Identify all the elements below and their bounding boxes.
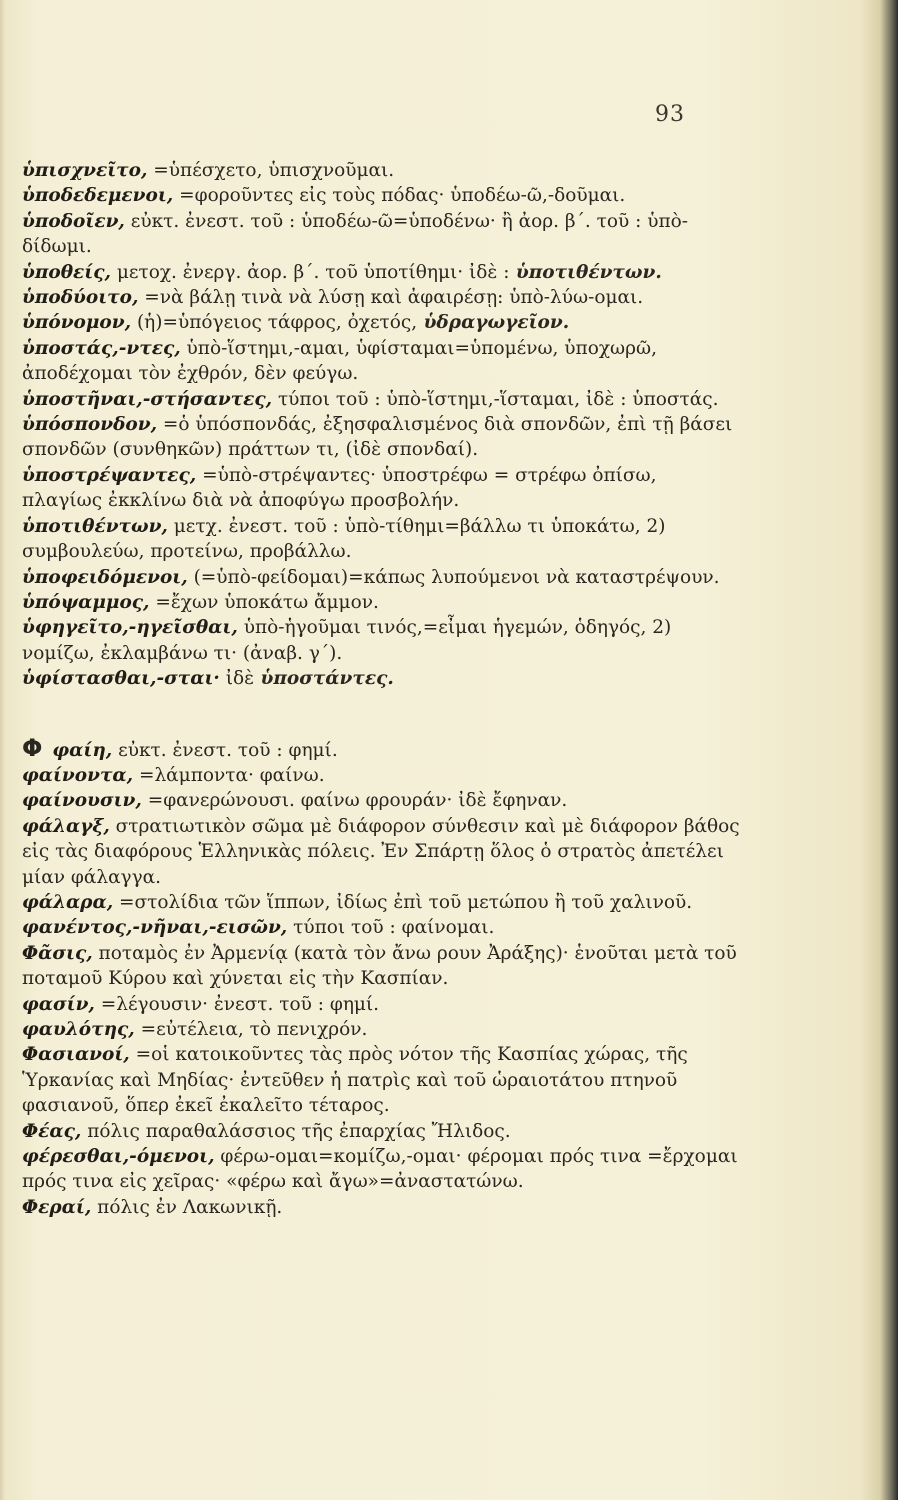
entry-headword: ὑποθείς, [22,261,111,283]
glossary-entry [22,590,742,615]
entry-definition: πόλις ἐν Λακωνικῇ. [91,1196,283,1218]
entry-headword: ὑποστάς,-ντες, [22,337,181,359]
glossary-entry [22,387,742,412]
glossary-entry [22,260,742,285]
entry-headword: φασίν, [22,993,95,1015]
glossary-entry [22,814,742,890]
entry-definition: =εὐτέλεια, τὸ πενιχρόν. [134,1019,368,1040]
entry-definition: =λέγουσιν· ἐνεστ. τοῦ : φημί. [94,993,380,1015]
glossary-entry [22,1119,742,1144]
entry-headword: φανέντος,-νῆναι,-εισῶν, [22,917,288,939]
section-phi [22,733,742,1221]
entry-headword: ὑποδύοιτο, [22,287,139,309]
entry-definition: μετοχ. ἐνεργ. ἀορ. β΄. τοῦ ὑποτίθημι· ἰδὲ : [110,261,510,283]
glossary-entry [22,890,742,915]
section-letter: Φ [22,733,43,762]
glossary-entry [22,463,742,514]
entry-definition: τύποι τοῦ : φαίνομαι. [287,917,495,939]
entry-definition: =ὁ ὑπόσπονδάς, ἐξησφαλισμένος διὰ σπονδῶν, ἐπὶ τῇ βάσει σπονδῶν (συνθηκῶν) πράττων τι, (ἰδὲ σπονδαί). [22,414,733,461]
entry-definition: =οἱ κατοικοῦντες τὰς πρὸς νότον τῆς Κασπίας χώρας, τῆς Ὑρκανίας καὶ Μηδίας· ἐντεῦθεν ἡ πατρὶς καὶ τοῦ ὡραιοτάτου πτηνοῦ φασιανοῦ, ὅπερ ἐκεῖ ἐκαλεῖτο τέταρος. [22,1044,688,1117]
glossary-entry [22,763,742,788]
glossary-entry [22,412,742,463]
entry-headword: φέρεσθαι,-όμενοι, [22,1146,215,1168]
glossary-entry [22,1195,742,1220]
glossary-entry [22,514,742,565]
glossary-entry [22,1144,742,1195]
entry-headword: ὑποδεδεμενοι, [22,185,174,207]
entry-headword: ὑφηγεῖτο,-ηγεῖσθαι, [22,617,238,639]
glossary-entry [22,1017,742,1042]
glossary-entry [22,310,742,335]
entry-definition: τύποι τοῦ : ὑπὸ-ἵστημι,-ἵσταμαι, ἰδὲ : ὑποστάς. [272,388,719,410]
entry-headword: Φᾶσις, [22,942,93,964]
entry-headword: Φέας, [22,1120,82,1142]
entry-definition: εὐκτ. ἐνεστ. τοῦ : φημί. [112,739,338,761]
glossary-entry [22,915,742,940]
page-number: 93 [655,102,685,127]
entry-definition: εὐκτ. ἐνεστ. τοῦ : ὑποδέω-ῶ=ὑποδένω· ἢ ἀορ. β΄. τοῦ : ὑπὸ-δίδωμι. [22,210,689,258]
glossary-entry [22,158,742,183]
entry-headword: ὑποτιθέντων, [22,515,168,537]
entry-definition: μετχ. ἐνεστ. τοῦ : ὑπὸ-τίθημι=βάλλω τι ὑποκάτω, 2) συμβουλεύω, προτείνω, προβάλλω. [22,515,666,563]
glossary-entry [22,788,742,813]
entry-cross-reference: ὑποστάντες. [254,668,394,690]
glossary-entry [22,992,742,1017]
entry-definition: (ἡ)=ὑπόγειος τάφρος, ὀχετός, [131,312,418,334]
entry-headword: ὑποστρέψαντες, [22,464,197,486]
section-upsilon [22,158,742,692]
glossary-entries [22,158,742,1220]
glossary-entry [22,666,742,691]
entry-definition: ἰδὲ [219,668,255,690]
entry-definition: =ὑπέσχετο, ὑπισχνοῦμαι. [147,160,395,181]
entry-headword: Φεραί, [22,1196,92,1218]
glossary-entry [22,733,742,763]
entry-headword: ὑπισχνεῖτο, [22,160,148,181]
entry-headword: ὑπόψαμμος, [22,591,150,613]
entry-headword: ὑφίστασθαι,-σται· [22,668,220,690]
entry-definition: =λάμποντα· φαίνω. [133,764,325,786]
entry-cross-reference: ὑδραγωγεῖον. [417,312,570,334]
entry-definition: =φοροῦντες εἰς τοὺς πόδας· ὑποδέω-ῶ,-δοῦμαι. [173,185,626,207]
glossary-entry [22,209,742,260]
entry-definition: =ἔχων ὑποκάτω ἄμμον. [149,591,379,613]
entry-headword: Φασιανοί, [22,1044,130,1066]
entry-headword: φαυλότης, [22,1019,135,1040]
entry-headword: ὑπόσπονδον, [22,414,158,436]
entry-headword: ὑποφειδόμενοι, [22,566,188,588]
entry-headword: ὑπόνομον, [22,312,132,334]
entry-definition: φέρω-ομαι=κομίζω,-ομαι· φέρομαι πρός τινα =ἔρχομαι πρός τινα εἰς χεῖρας· «φέρω καὶ ἄγω»=ἀναστατώνω. [22,1146,738,1193]
entry-definition: ποταμὸς ἐν Ἀρμενίᾳ (κατὰ τὸν ἄνω ρουν Ἀράξης)· ἑνοῦται μετὰ τοῦ ποταμοῦ Κύρου καὶ χύνεται εἰς τὴν Κασπίαν. [22,942,737,990]
section-gap [22,692,742,736]
entry-headword: ὑποδοῖεν, [22,210,125,232]
glossary-entry [22,285,742,310]
entry-definition: =στολίδια τῶν ἵππων, ἰδίως ἐπὶ τοῦ μετώπου ἢ τοῦ χαλινοῦ. [113,891,693,913]
entry-definition: =ὑπὸ-στρέψαντες· ὑποστρέφω = στρέφω ὀπίσω, πλαγίως ἐκκλίνω διὰ νὰ ἀποφύγω προσβολήν. [22,464,657,512]
entry-definition: ὑπὸ-ἵστημι,-αμαι, ὑφίσταμαι=ὑπομένω, ὑποχωρῶ, ἀποδέχομαι τὸν ἐχθρόν, δὲν φεύγω. [22,337,657,385]
entry-headword: φαίνουσιν, [22,790,142,812]
glossary-entry [22,1042,742,1118]
glossary-entry [22,565,742,590]
page-binding-edge [0,0,6,1500]
entry-cross-reference: ὑποτιθέντων. [509,261,662,283]
entry-definition: (=ὑπὸ-φείδομαι)=κάπως λυπούμενοι νὰ καταστρέψουν. [187,566,720,588]
entry-definition: =νὰ βάλῃ τινὰ νὰ λύσῃ καὶ ἀφαιρέσῃ: ὑπὸ-λύω-ομαι. [138,287,644,309]
glossary-entry [22,336,742,387]
entry-headword: φάλαρα, [22,891,114,913]
glossary-entry [22,615,742,666]
entry-headword: φαίνοντα, [22,764,134,786]
entry-definition: στρατιωτικὸν σῶμα μὲ διάφορον σύνθεσιν καὶ μὲ διάφορον βάθος εἰς τὰς διαφόρους Ἑλληνικὰς πόλεις. Ἐν Σπάρτῃ ὅλος ὁ στρατὸς ἀπετέλει μίαν φάλαγγα. [22,815,740,888]
entry-headword: φάλαγξ, [22,815,110,837]
entry-definition: =φανερώνουσι. φαίνω φρουράν· ἰδὲ ἔφηναν. [141,790,568,812]
entry-headword: ὑποστῆναι,-στήσαντες, [22,388,273,410]
entry-definition: πόλις παραθαλάσσιος τῆς ἐπαρχίας Ἤλιδος. [81,1120,511,1142]
glossary-entry [22,941,742,992]
entry-definition: ὑπὸ-ἡγοῦμαι τινός,=εἶμαι ἡγεμών, ὁδηγός, 2) νομίζω, ἐκλαμβάνω τι· (ἀναβ. γ΄). [22,617,672,664]
entry-headword: φαίη, [52,739,113,761]
glossary-entry [22,183,742,208]
